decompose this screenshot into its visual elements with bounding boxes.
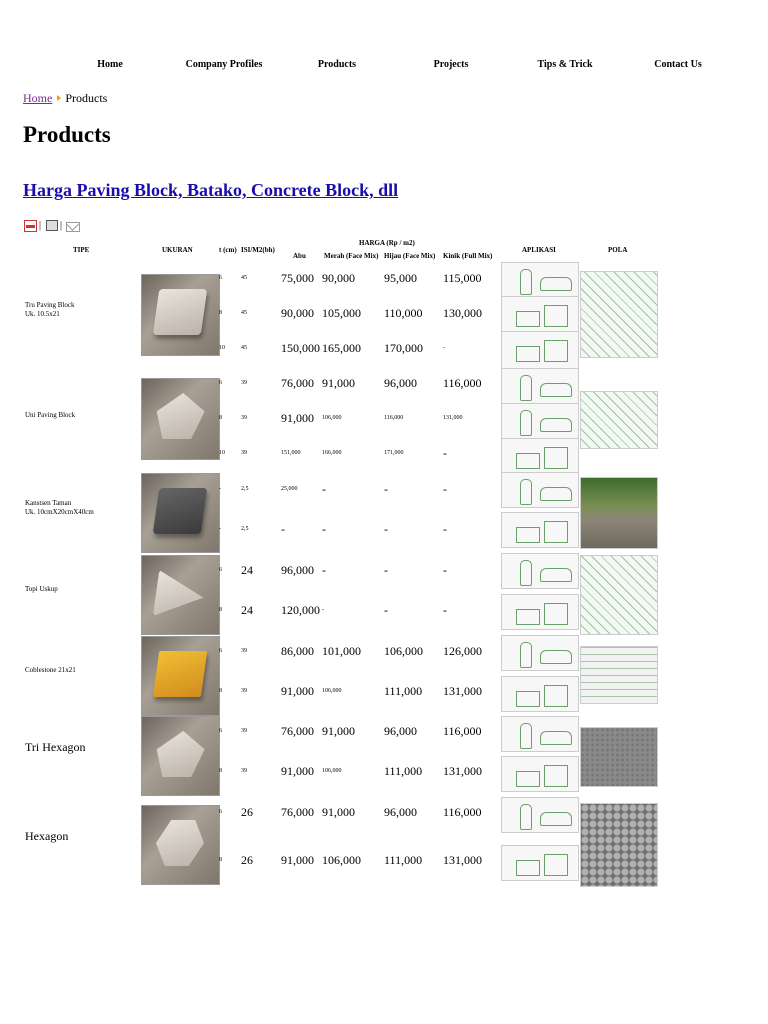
product-photo-block (153, 570, 207, 616)
truck-icon (516, 609, 540, 625)
price-cell-abu: 91,000 (281, 764, 314, 778)
application-icon (501, 756, 579, 792)
building-icon (544, 305, 568, 327)
price-cell-t: 8 (219, 768, 222, 774)
price-cell-abu: 120,000 (281, 603, 320, 617)
car-icon (540, 487, 572, 501)
truck-icon (516, 346, 540, 362)
product-photo (141, 555, 220, 635)
price-cell-merah: 91,000 (322, 724, 355, 738)
product-photo (141, 473, 220, 553)
price-cell-isi: 39 (241, 450, 247, 456)
price-cell-kinik: 131,000 (443, 853, 482, 867)
pattern-image (580, 271, 658, 358)
email-icon[interactable] (66, 222, 80, 232)
price-cell-kinik: 130,000 (443, 306, 482, 320)
person-icon (520, 804, 532, 830)
truck-icon (516, 860, 540, 876)
price-cell-t: 8 (219, 688, 222, 694)
header-isi: ISI/M2(bh) (241, 246, 275, 254)
price-cell-hijau: 106,000 (384, 644, 423, 658)
price-cell-kinik: 131,000 (443, 764, 482, 778)
price-cell-merah: 165,000 (322, 341, 361, 355)
price-cell-abu: 75,000 (281, 271, 314, 285)
price-cell-hijau: 95,000 (384, 271, 417, 285)
car-icon (540, 568, 572, 582)
product-name: Hexagon (25, 829, 69, 843)
application-icon (501, 845, 579, 881)
price-cell-merah: 91,000 (322, 376, 355, 390)
price-cell-isi: 39 (241, 648, 247, 654)
price-cell-kinik: 115,000 (443, 271, 482, 285)
application-icon (501, 594, 579, 630)
building-icon (544, 340, 568, 362)
breadcrumb-current: Products (65, 91, 108, 105)
building-icon (544, 854, 568, 876)
header-hijau: Hijau (Face Mix) (384, 252, 436, 260)
price-cell-t: 6 (219, 567, 222, 573)
person-icon (520, 410, 532, 436)
price-cell-merah: - (322, 563, 326, 577)
product-photo-block (153, 289, 207, 335)
building-icon (544, 521, 568, 543)
price-cell-hijau: - (384, 522, 388, 536)
price-cell-kinik: 126,000 (443, 644, 482, 658)
price-cell-abu: 76,000 (281, 724, 314, 738)
price-cell-isi: 39 (241, 768, 247, 774)
nav-projects[interactable]: Projects (433, 59, 469, 70)
price-cell-t: 6 (219, 380, 222, 386)
car-icon (540, 277, 572, 291)
price-cell-t: 6 (219, 648, 222, 654)
truck-icon (516, 691, 540, 707)
product-name: Coblestone 21x21 (25, 666, 76, 674)
pattern-image (580, 477, 658, 549)
price-cell-abu: 150,000 (281, 341, 320, 355)
person-icon (520, 269, 532, 295)
article-title (23, 180, 398, 201)
price-cell-kinik: 116,000 (443, 376, 482, 390)
pattern-image (580, 803, 658, 887)
truck-icon (516, 453, 540, 469)
price-cell-merah: - (322, 522, 326, 536)
tool-separator: | (60, 220, 63, 231)
price-cell-t: 6 (219, 809, 222, 815)
price-cell-kinik: 131,000 (443, 684, 482, 698)
main-nav (0, 59, 768, 75)
price-cell-kinik: - (443, 563, 447, 577)
car-icon (540, 731, 572, 745)
price-cell-abu: - (281, 522, 285, 536)
price-cell-hijau: - (384, 563, 388, 577)
header-merah: Merah (Face Mix) (324, 252, 379, 260)
tool-separator: | (39, 220, 42, 231)
price-cell-kinik: - (443, 446, 447, 460)
product-photo (141, 378, 220, 460)
building-icon (544, 765, 568, 787)
price-cell-kinik: 116,000 (443, 805, 482, 819)
application-icon (501, 472, 579, 508)
price-cell-t: 8 (219, 607, 222, 613)
price-cell-abu: 96,000 (281, 563, 314, 577)
page-title: Products (23, 122, 111, 147)
person-icon (520, 479, 532, 505)
price-cell-merah: 91,000 (322, 805, 355, 819)
price-cell-abu: 151,000 (281, 450, 301, 456)
breadcrumb (23, 91, 107, 106)
product-photo-block (153, 488, 207, 534)
price-cell-isi: 2,5 (241, 526, 249, 532)
price-cell-isi: 39 (241, 415, 247, 421)
application-icon (501, 797, 579, 833)
product-photo-block (153, 820, 207, 866)
price-cell-abu: 76,000 (281, 805, 314, 819)
price-cell-merah: 101,000 (322, 644, 361, 658)
product-photo (141, 636, 220, 716)
product-name: Topi Uskup (25, 585, 58, 593)
price-cell-merah: - (322, 482, 326, 496)
application-icon (501, 403, 579, 439)
product-name: Tri Hexagon (25, 740, 86, 754)
price-cell-abu: 76,000 (281, 376, 314, 390)
person-icon (520, 560, 532, 586)
person-icon (520, 642, 532, 668)
price-cell-merah: 166,000 (322, 450, 342, 456)
price-cell-hijau: 171,000 (384, 450, 404, 456)
header-t: t (cm) (219, 246, 237, 254)
application-icon (501, 512, 579, 548)
print-icon[interactable] (46, 220, 58, 231)
application-icon (501, 676, 579, 712)
article-title-link[interactable]: Harga Paving Block, Batako, Concrete Block, dll (23, 180, 399, 200)
price-cell-t: 10 (219, 450, 225, 456)
car-icon (540, 418, 572, 432)
application-icon (501, 716, 579, 752)
price-cell-isi: 26 (241, 805, 253, 819)
price-cell-t: - (219, 486, 221, 492)
header-abu: Abu (293, 252, 306, 260)
person-icon (520, 375, 532, 401)
price-cell-t: 6 (219, 728, 222, 734)
price-cell-hijau: 111,000 (384, 764, 423, 778)
application-icon (501, 438, 579, 474)
building-icon (544, 447, 568, 469)
price-cell-kinik: - (443, 603, 447, 617)
application-icon (501, 296, 579, 334)
product-photo-block (153, 651, 207, 697)
header-ukuran: UKURAN (162, 246, 193, 254)
price-cell-isi: 2,5 (241, 486, 249, 492)
product-name: Kanstsen Taman Uk. 10cmX20cmX40cm (25, 499, 94, 516)
nav-home[interactable]: Home (97, 59, 123, 70)
product-photo (141, 274, 220, 356)
truck-icon (516, 527, 540, 543)
nav-company-profiles[interactable]: Company Profiles (185, 59, 263, 70)
price-cell-kinik: 131,000 (443, 415, 463, 421)
product-photo-block (153, 393, 207, 439)
price-cell-isi: 45 (241, 345, 247, 351)
pdf-icon[interactable] (24, 220, 37, 232)
truck-icon (516, 311, 540, 327)
car-icon (540, 383, 572, 397)
price-cell-t: 10 (219, 345, 225, 351)
building-icon (544, 685, 568, 707)
person-icon (520, 723, 532, 749)
product-name: Uni Paving Block (25, 411, 76, 419)
application-icon (501, 553, 579, 589)
product-photo (141, 716, 220, 796)
price-cell-merah: 106,000 (322, 415, 342, 421)
nav-contact-us[interactable]: Contact Us (654, 59, 702, 70)
price-cell-t: - (219, 526, 221, 532)
car-icon (540, 650, 572, 664)
car-icon (540, 812, 572, 826)
product-photo (141, 805, 220, 885)
price-cell-isi: 45 (241, 310, 247, 316)
price-cell-hijau: 96,000 (384, 805, 417, 819)
header-aplikasi: APLIKASI (522, 246, 556, 254)
price-cell-isi: 24 (241, 603, 253, 617)
truck-icon (516, 771, 540, 787)
price-cell-abu: 91,000 (281, 411, 314, 425)
product-name: Tru Paving Block Uk. 10.5x21 (25, 301, 75, 318)
price-cell-isi: 24 (241, 563, 253, 577)
header-harga: HARGA (Rp / m2) (359, 239, 415, 247)
application-icon (501, 331, 579, 369)
pattern-image (580, 555, 658, 635)
price-cell-abu: 25,000 (281, 486, 298, 492)
price-cell-kinik: - (443, 482, 447, 496)
header-kinik: Kinik (Full Mix) (443, 252, 493, 260)
application-icon (501, 368, 579, 404)
breadcrumb-home-link[interactable]: Home (23, 91, 53, 105)
header-tipe: TIPE (73, 246, 90, 254)
price-cell-abu: 90,000 (281, 306, 314, 320)
price-cell-merah: - (322, 607, 324, 613)
price-cell-hijau: 110,000 (384, 306, 423, 320)
price-cell-isi: 39 (241, 380, 247, 386)
price-cell-merah: 90,000 (322, 271, 355, 285)
application-icon (501, 635, 579, 671)
price-cell-hijau: 116,000 (384, 415, 404, 421)
pattern-image (580, 646, 658, 704)
price-cell-isi: 45 (241, 275, 247, 281)
price-cell-merah: 106,000 (322, 853, 361, 867)
application-icon (501, 262, 579, 300)
price-cell-t: 6 (219, 275, 222, 281)
price-cell-kinik: - (443, 345, 445, 351)
price-cell-t: 8 (219, 415, 222, 421)
pattern-image (580, 391, 658, 449)
price-cell-hijau: 111,000 (384, 684, 423, 698)
price-cell-t: 8 (219, 310, 222, 316)
price-cell-abu: 91,000 (281, 853, 314, 867)
header-pola: POLA (608, 246, 628, 254)
price-cell-kinik: - (443, 522, 447, 536)
price-cell-isi: 26 (241, 853, 253, 867)
price-cell-merah: 106,000 (322, 768, 342, 774)
price-cell-hijau: 170,000 (384, 341, 423, 355)
price-cell-abu: 86,000 (281, 644, 314, 658)
pattern-image (580, 727, 658, 787)
product-photo-block (153, 731, 207, 777)
price-cell-merah: 106,000 (322, 688, 342, 694)
price-cell-merah: 105,000 (322, 306, 361, 320)
price-cell-t: 8 (219, 857, 222, 863)
price-cell-hijau: 96,000 (384, 376, 417, 390)
price-cell-hijau: - (384, 482, 388, 496)
price-cell-isi: 39 (241, 728, 247, 734)
nav-tips-trick[interactable]: Tips & Trick (537, 59, 593, 70)
price-cell-kinik: 116,000 (443, 724, 482, 738)
price-cell-hijau: 111,000 (384, 853, 423, 867)
building-icon (544, 603, 568, 625)
price-cell-isi: 39 (241, 688, 247, 694)
price-cell-hijau: 96,000 (384, 724, 417, 738)
price-cell-abu: 91,000 (281, 684, 314, 698)
breadcrumb-arrow-icon (57, 95, 61, 101)
price-cell-hijau: - (384, 603, 388, 617)
nav-products[interactable]: Products (317, 59, 357, 70)
